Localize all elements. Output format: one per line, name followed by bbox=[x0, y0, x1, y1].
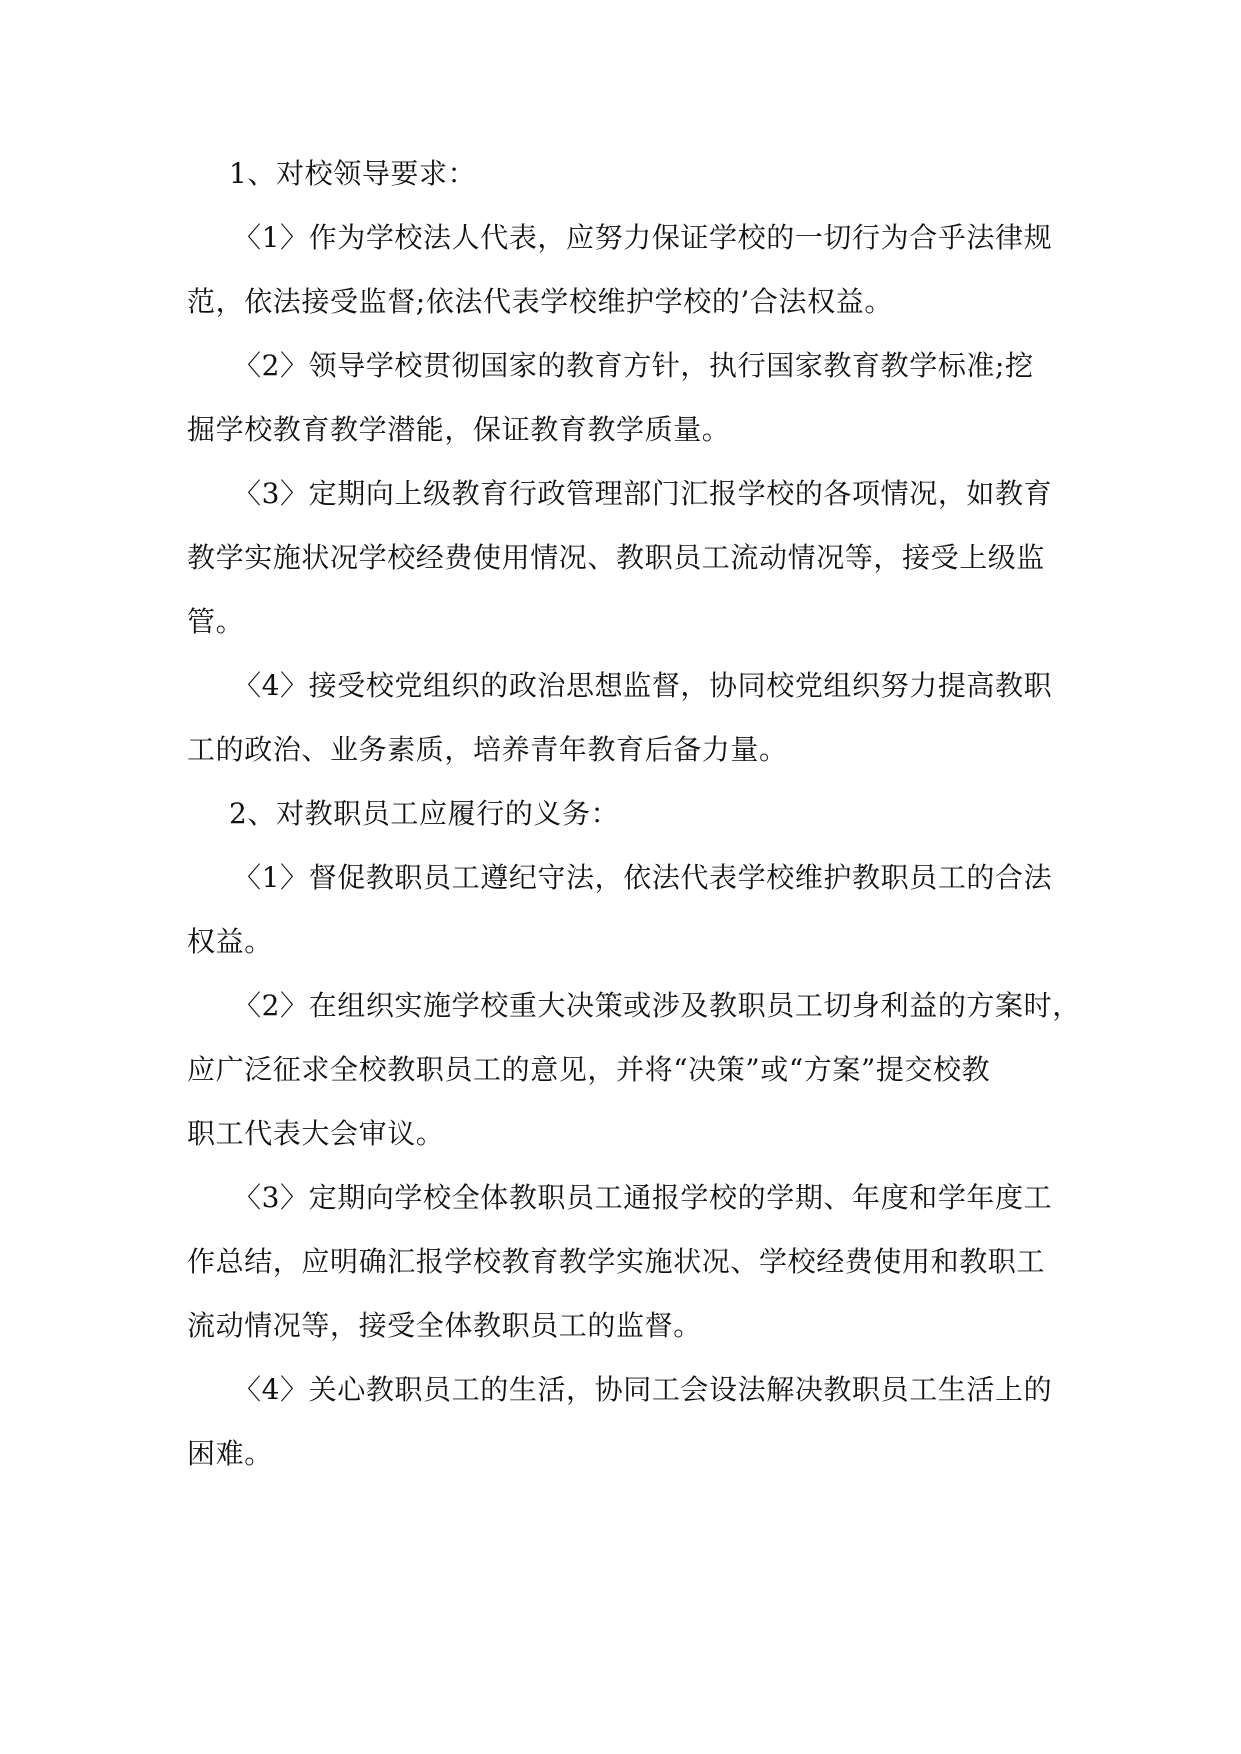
paragraph-line: 困难。 bbox=[187, 1437, 273, 1470]
paragraph-line: 管。 bbox=[187, 605, 245, 638]
document-body bbox=[187, 158, 1087, 1502]
paragraph-line: 〈3〉定期向学校全体教职员工通报学校的学期、年度和学年度工 bbox=[233, 1181, 1053, 1214]
list-item bbox=[187, 670, 1087, 766]
paragraph-line: 流动情况等，接受全体教职员工的监督。 bbox=[187, 1309, 702, 1342]
paragraph-line: 掘学校教育教学潜能，保证教育教学质量。 bbox=[187, 413, 731, 446]
list-item bbox=[187, 478, 1087, 638]
paragraph-line: 范，依法接受监督;依法代表学校维护学校的’合法权益。 bbox=[187, 285, 893, 318]
section-heading: 1、对校领导要求： bbox=[229, 157, 477, 190]
paragraph-line: 〈2〉领导学校贯彻国家的教育方针，执行国家教育教学标准;挖 bbox=[233, 349, 1034, 382]
paragraph-line: 〈3〉定期向上级教育行政管理部门汇报学校的各项情况，如教育 bbox=[233, 477, 1053, 510]
list-item bbox=[187, 990, 1087, 1150]
paragraph-line: 权益。 bbox=[187, 925, 273, 958]
list-item bbox=[187, 350, 1087, 446]
list-item bbox=[187, 1182, 1087, 1342]
paragraph-line: 作总结，应明确汇报学校教育教学实施状况、学校经费使用和教职工 bbox=[187, 1245, 1046, 1278]
paragraph-line: 教学实施状况学校经费使用情况、教职员工流动情况等，接受上级监 bbox=[187, 541, 1046, 574]
section-heading: 2、对教职员工应履行的义务： bbox=[229, 797, 620, 830]
paragraph-line: 应广泛征求全校教职员工的意见，并将“决策”或“方案”提交校教 bbox=[187, 1053, 991, 1086]
paragraph-line: 〈2〉在组织实施学校重大决策或涉及教职员工切身利益的方案时， bbox=[233, 989, 1081, 1022]
paragraph-line: 〈1〉督促教职员工遵纪守法，依法代表学校维护教职员工的合法 bbox=[233, 861, 1053, 894]
list-item bbox=[187, 862, 1087, 958]
paragraph-line: 〈4〉关心教职员工的生活，协同工会设法解决教职员工生活上的 bbox=[233, 1373, 1053, 1406]
paragraph-line: 职工代表大会审议。 bbox=[187, 1117, 445, 1150]
paragraph-line: 〈1〉作为学校法人代表，应努力保证学校的一切行为合乎法律规 bbox=[233, 221, 1053, 254]
list-item bbox=[187, 222, 1087, 318]
list-item bbox=[187, 1374, 1087, 1470]
paragraph-line: 〈4〉接受校党组织的政治思想监督，协同校党组织努力提高教职 bbox=[233, 669, 1053, 702]
paragraph-line: 工的政治、业务素质，培养青年教育后备力量。 bbox=[187, 733, 788, 766]
